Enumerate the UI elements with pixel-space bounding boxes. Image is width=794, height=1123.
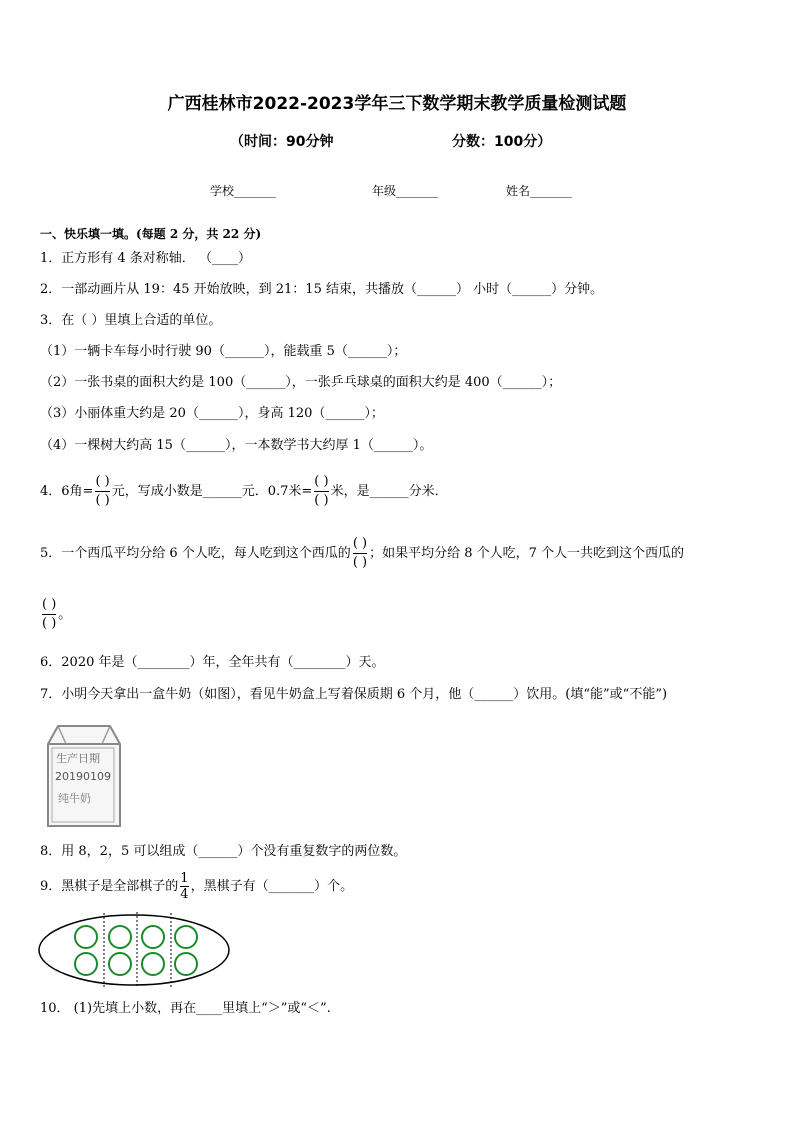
- exam-time: （时间：90分钟: [230, 134, 334, 150]
- exam-score: 分数：100分）: [452, 134, 552, 150]
- question-9: [40, 868, 353, 906]
- question-2: 2．一部动画片从 19：45 开始放映，到 21：15 结束，共播放（______） 小时（______）分钟。: [40, 282, 604, 297]
- fraction-numerator: 1: [180, 871, 189, 886]
- fraction-numerator: ( ): [95, 474, 110, 489]
- fraction-denominator: 4: [180, 887, 189, 902]
- question-5-end: 。: [58, 607, 72, 622]
- page-title: 广西桂林市2022-2023学年三下数学期末教学质量检测试题: [167, 94, 627, 114]
- question-5-answer: [40, 594, 71, 636]
- question-3-stem: 3．在（ ）里填上合适的单位。: [40, 313, 222, 328]
- chess-piece: [175, 953, 197, 975]
- fraction-blank: [42, 596, 56, 633]
- fraction-blank: [95, 473, 109, 510]
- question-9-part-a: 9．黑棋子是全部棋子的: [40, 879, 179, 894]
- question-5-part-a: 5．一个西瓜平均分给 6 个人吃，每人吃到这个西瓜的: [40, 546, 351, 561]
- name-field: 姓名_______: [506, 184, 573, 198]
- fraction-one-quarter: [180, 871, 188, 902]
- fraction-numerator: ( ): [352, 536, 368, 551]
- question-1: 1．正方形有 4 条对称轴． （____）: [40, 251, 251, 266]
- question-4-part-b: 元，写成小数是______元．0.7米=: [111, 484, 313, 499]
- chess-piece: [109, 926, 131, 948]
- question-3-sub-3: （3）小丽体重大约是 20（______），身高 120（______）；: [40, 406, 384, 421]
- question-4-part-c: 米，是______分米．: [330, 484, 448, 499]
- fraction-blank: [314, 473, 328, 510]
- chess-piece: [142, 953, 164, 975]
- fraction-denominator: ( ): [42, 616, 57, 631]
- fraction-denominator: ( ): [314, 493, 329, 508]
- fraction-numerator: ( ): [314, 474, 329, 489]
- milk-box-image: [40, 722, 130, 830]
- question-5: [40, 533, 684, 575]
- chess-piece: [75, 926, 97, 948]
- school-field: 学校_______: [210, 184, 277, 198]
- question-3-sub-2: （2）一张书桌的面积大约是 100（______），一张乒乓球桌的面积大约是 400（______）；: [40, 375, 562, 390]
- grade-field: 年级_______: [372, 184, 439, 198]
- fraction-numerator: ( ): [42, 597, 57, 612]
- chess-pieces-diagram: [36, 910, 236, 990]
- fraction-denominator: ( ): [95, 493, 110, 508]
- question-6: 6．2020 年是（________）年，全年共有（________）天。: [40, 655, 385, 670]
- milk-label-number: 20190109: [55, 770, 111, 783]
- chess-piece: [175, 926, 197, 948]
- question-4: [40, 472, 448, 512]
- chess-piece: [75, 953, 97, 975]
- question-9-part-b: ，黑棋子有（_______）个。: [190, 879, 354, 894]
- milk-label-date: 生产日期: [56, 752, 100, 765]
- question-10: 10． (1)先填上小数，再在____里填上“＞”或“＜”.: [40, 1001, 331, 1016]
- question-8: 8．用 8，2，5 可以组成（______）个没有重复数字的两位数。: [40, 844, 407, 859]
- fraction-blank: [353, 535, 367, 572]
- question-3-sub-1: （1）一辆卡车每小时行驶 90（______），能载重 5（______）；: [40, 344, 407, 359]
- question-4-part-a: 4．6角=: [40, 484, 94, 499]
- section-heading: 一、快乐填一填。(每题 2 分，共 22 分): [40, 227, 262, 241]
- chess-piece: [142, 926, 164, 948]
- question-5-part-b: ；如果平均分给 8 个人吃，7 个人一共吃到这个西瓜的: [369, 546, 685, 561]
- question-7: 7．小明今天拿出一盒牛奶（如图），看见牛奶盒上写着保质期 6 个月，他（______）饮用。(填“能”或“不能”): [40, 687, 668, 702]
- question-3-sub-4: （4）一棵树大约高 15（______），一本数学书大约厚 1（______）。: [40, 438, 433, 453]
- oval-outline: [39, 915, 229, 985]
- fraction-denominator: ( ): [352, 555, 368, 570]
- milk-label-name: 纯牛奶: [58, 792, 91, 805]
- chess-piece: [109, 953, 131, 975]
